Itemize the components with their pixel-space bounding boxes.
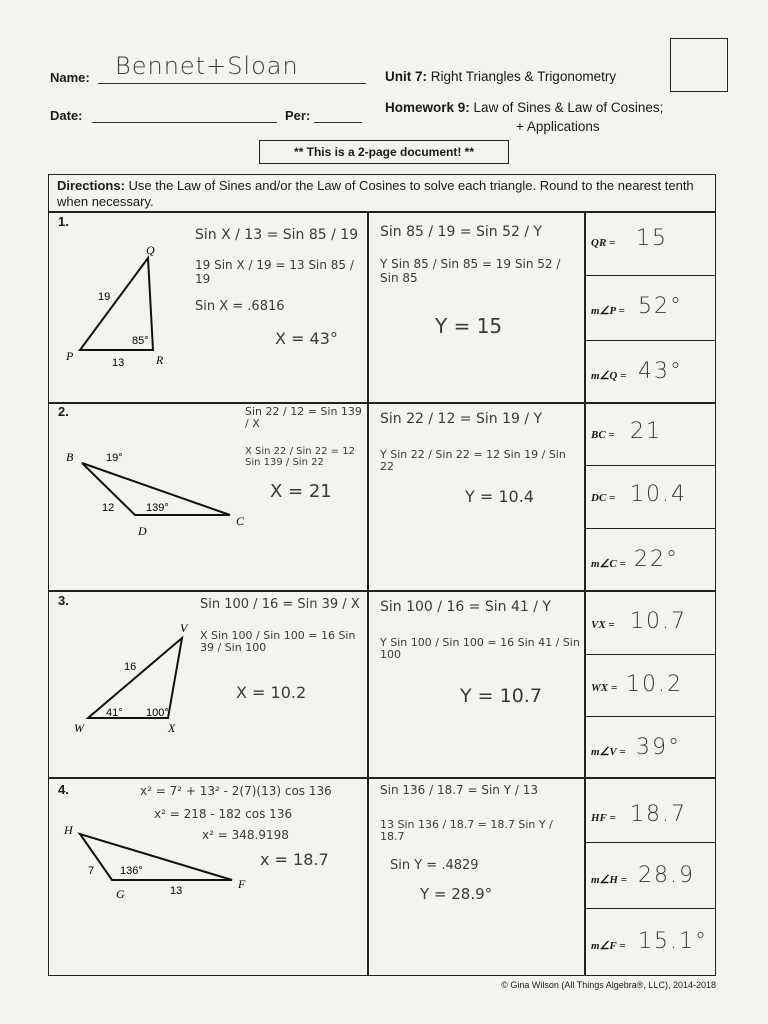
directions [57,178,707,210]
answer-label: m∠P = [591,305,625,317]
answer-value: 10.7 [630,609,687,634]
vertex-label: V [180,621,188,635]
work-col-1 [200,598,365,702]
side-label: 19 [98,291,111,303]
answer-row[interactable] [586,717,716,777]
work-col-2 [380,600,580,706]
directions-label: Directions: [57,178,125,193]
answer-label: m∠H = [591,874,627,886]
work-col-1 [195,228,363,348]
triangle-diagram [60,238,190,373]
work-line: Sin 136 / 18.7 = Sin Y / 13 [380,783,538,797]
work-col-1 [245,406,365,502]
answer-label: DC = [591,492,616,504]
answer-value: 10.2 [626,672,683,697]
vertex-label: G [116,887,125,901]
answer-row[interactable] [586,403,716,465]
vertex-label: H [64,823,73,837]
work-line: 19 Sin X / 19 = 13 Sin 85 / 19 [195,258,354,286]
answer-row[interactable] [586,655,716,716]
work-line: X Sin 100 / Sin 100 = 16 Sin 39 / Sin 100 [200,629,356,655]
vertex-label: X [168,721,176,735]
answer-label: m∠Q = [591,370,627,382]
vertex-label: F [238,877,246,891]
answer-value: 21 [630,419,662,444]
work-col-2 [380,225,580,337]
side-label: 7 [88,865,95,877]
notice-text: ** This is a 2-page document! ** [293,145,475,159]
answer-label: VX = [591,619,615,631]
angle-label: 136° [120,865,143,877]
answer-value: 18.7 [630,802,687,827]
answer-row[interactable] [586,529,716,590]
work-line: X = 21 [270,481,332,503]
side-label: 12 [102,502,115,514]
unit-label: Unit 7: [385,69,427,84]
side-label: 13 [112,357,125,369]
answer-row[interactable] [586,909,716,975]
work-line: Y = 28.9° [420,884,493,903]
work-line: x² = 218 - 182 cos 136 [154,807,293,822]
problem-number: 4. [58,782,69,797]
work-line: X Sin 22 / Sin 22 = 12 Sin 139 / Sin 22 [245,446,355,469]
work-line: 13 Sin 136 / 18.7 = 18.7 Sin Y / 18.7 [380,818,553,844]
per-field[interactable] [314,121,362,123]
hw-title: Law of Sines & Law of Cosines; [473,100,664,115]
work-line: Y = 15 [435,313,503,338]
date-label: Date: [50,108,83,123]
date-field[interactable] [92,121,277,123]
work-line: Sin 22 / 12 = Sin 19 / Y [380,411,543,427]
work-line: Sin 85 / 19 = Sin 52 / Y [380,224,543,240]
work-line: Y Sin 85 / Sin 85 = 19 Sin 52 / Sin 85 [380,257,561,285]
answer-value: 43° [638,359,683,384]
score-box [670,38,728,92]
answer-value: 39° [636,735,681,760]
vertex-label: C [236,514,245,528]
work-line: X = 43° [275,329,338,349]
vertex-label: Q [146,243,155,257]
work-line: Y Sin 100 / Sin 100 = 16 Sin 41 / Sin 100 [380,636,580,662]
answer-value: 10.4 [630,482,687,507]
work-col-2 [380,784,580,902]
angle-label: 19° [106,452,123,464]
answer-label: HF = [591,812,616,824]
answer-row[interactable] [586,843,716,908]
name-value: Bennet+Sloan [115,52,299,80]
work-line: Y Sin 22 / Sin 22 = 12 Sin 19 / Sin 22 [380,448,566,474]
answer-label: m∠C = [591,558,626,570]
answer-value: 52° [638,294,683,319]
vertex-label: R [156,353,164,367]
triangle-diagram [60,445,260,540]
hw-label: Homework 9: [385,100,470,115]
work-line: Sin Y = .4829 [390,858,479,874]
answer-row[interactable] [586,212,716,275]
angle-label: 139° [146,502,169,514]
name-field[interactable] [98,82,366,84]
work-line: Y = 10.7 [460,684,542,707]
work-line: Sin 100 / 16 = Sin 39 / X [200,597,360,612]
work-line: Sin X / 13 = Sin 85 / 19 [195,227,359,243]
problem-number: 2. [58,404,69,419]
copyright-footer: © Gina Wilson (All Things Algebra®, LLC), 2014-2018 [501,980,716,990]
work-line: Y = 10.4 [465,486,534,506]
hw-title-2: + Applications [516,119,600,134]
answer-row[interactable] [586,466,716,528]
work-line: Sin X = .6816 [195,298,285,314]
answer-label: WX = [591,682,618,694]
work-line: x² = 348.9198 [202,828,289,843]
answer-label: BC = [591,429,615,441]
name-label: Name: [50,70,90,85]
answer-value: 15 [636,226,668,251]
work-line: Sin 100 / 16 = Sin 41 / Y [380,599,551,615]
work-line: x² = 7² + 13² - 2(7)(13) cos 136 [140,784,332,798]
work-col-2 [380,412,580,505]
answer-label: m∠F = [591,940,626,952]
work-line: x = 18.7 [260,849,329,869]
answer-value: 15.1° [638,929,708,954]
vertex-label: W [74,721,84,735]
answer-row[interactable] [586,591,716,654]
work-line: X = 10.2 [236,683,307,703]
vertex-label: P [66,349,74,363]
answer-label: m∠V = [591,746,626,758]
unit-title: Right Triangles & Trigonometry [430,69,617,84]
angle-label: 85° [132,335,149,347]
work-line: Sin 22 / 12 = Sin 139 / X [245,405,362,431]
work-col-1 [140,785,368,868]
vertex-label: D [138,524,147,538]
side-label: 13 [170,885,183,897]
problem-number: 3. [58,593,69,608]
triangle-diagram [66,620,196,740]
side-label: 16 [124,661,137,673]
homework-header [385,100,663,115]
angle-label: 100° [146,707,169,719]
answer-row[interactable] [586,276,716,340]
angle-label: 41° [106,707,123,719]
per-label: Per: [285,108,311,123]
answer-label: QR = [591,237,616,249]
notice-box [259,140,509,164]
unit-header [385,69,616,84]
directions-text: Use the Law of Sines and/or the Law of Cosines to solve each triangle. Round to the nearest tenth when necessary. [57,178,694,209]
problem-number: 1. [58,214,69,229]
answer-row[interactable] [586,341,716,402]
answer-row[interactable] [586,778,716,842]
answer-value: 28.9 [638,863,695,888]
answer-value: 22° [634,547,679,572]
vertex-label: B [66,450,74,464]
